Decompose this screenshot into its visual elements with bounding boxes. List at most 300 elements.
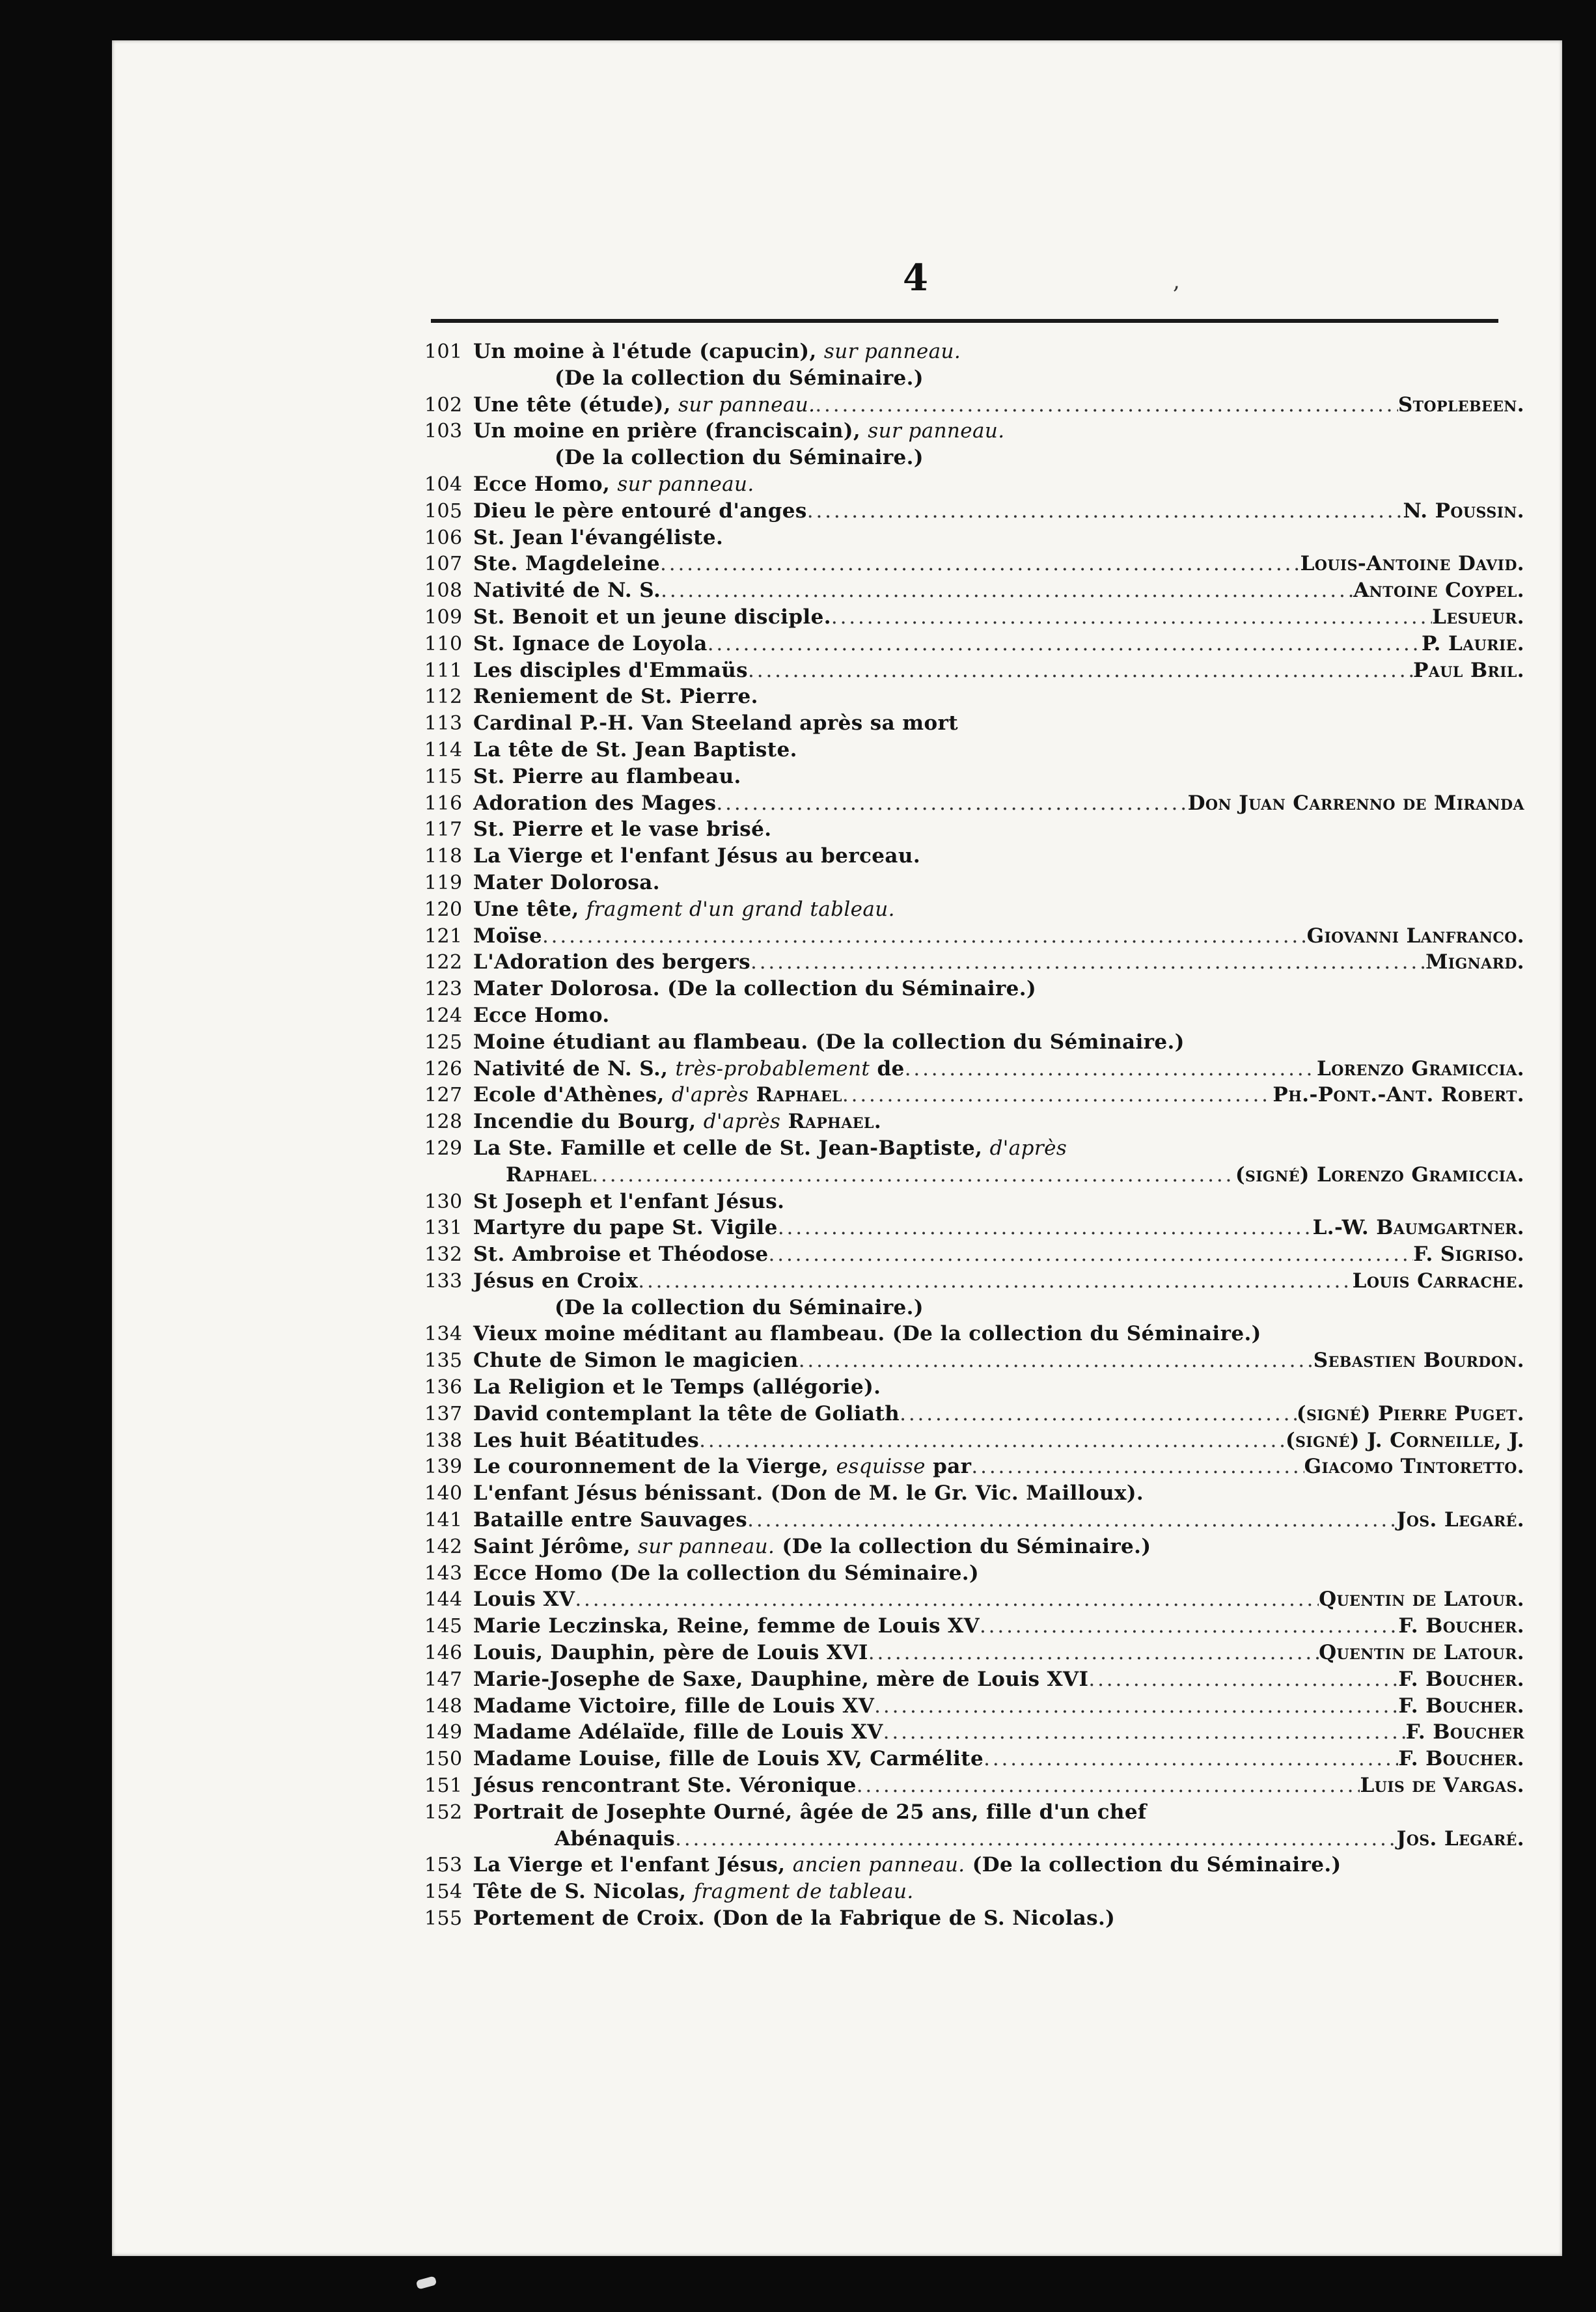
- catalog-entry: [424, 1535, 1524, 1562]
- entry-note: très-probablement: [675, 1056, 870, 1080]
- catalog-entry: [424, 1614, 1524, 1641]
- entry-title-suffix: de: [877, 1056, 905, 1080]
- entry-note: sur panneau.: [638, 1534, 775, 1558]
- entry-number: 148: [424, 1694, 463, 1718]
- catalog-entry: [424, 1136, 1524, 1163]
- entry-title: [473, 1190, 784, 1213]
- entry-title: [473, 1508, 747, 1532]
- entry-title: [473, 1481, 1144, 1505]
- catalog-entry: [424, 1322, 1524, 1349]
- entry-title: [473, 977, 1036, 1000]
- catalog-entry: [424, 340, 1524, 366]
- entry-title: [473, 924, 542, 948]
- entry-title-text: Ecole d'Athènes,: [473, 1083, 665, 1107]
- entry-number: 101: [424, 340, 463, 363]
- entry-title-text: Mater Dolorosa. (De la collection du Séminaire.): [473, 977, 1037, 1001]
- entry-artist: Paul Bril.: [1413, 658, 1524, 682]
- entry-title-text: Les disciples d'Emmaüs: [473, 658, 749, 682]
- catalog-entry: [424, 977, 1524, 1004]
- entry-title: [473, 1800, 1147, 1824]
- catalog-entry: [424, 898, 1524, 924]
- entry-title-text: Portement de Croix. (Don de la Fabrique de S. Nicolas.): [473, 1906, 1116, 1931]
- catalog-entry: [424, 1057, 1524, 1084]
- entry-title: [473, 632, 708, 655]
- entry-number: 125: [424, 1030, 463, 1054]
- entry-number: 144: [424, 1588, 463, 1612]
- entry-number: 118: [424, 845, 463, 868]
- entry-artist: Louis-Antoine David.: [1300, 552, 1524, 576]
- entry-number: 114: [424, 738, 463, 762]
- entry-title: [473, 1694, 874, 1718]
- entry-artist: F. Boucher: [1405, 1720, 1524, 1744]
- dot-leader: [699, 1429, 1286, 1452]
- dot-leader: [542, 924, 1307, 948]
- entry-title-text: La Religion et le Temps (allégorie).: [473, 1375, 881, 1399]
- dot-leader: [638, 1269, 1352, 1293]
- entry-title-text: L'enfant Jésus bénissant. (Don de M. le Gr. Vic. Mailloux).: [473, 1481, 1144, 1506]
- entry-artist: F. Boucher.: [1398, 1614, 1524, 1638]
- entry-artist: Giovanni Lanfranco.: [1306, 924, 1524, 948]
- entry-title-text: Tête de S. Nicolas,: [473, 1880, 687, 1904]
- catalog-entry: [424, 1429, 1524, 1455]
- entry-title-text: Martyre du pape St. Vigile: [473, 1216, 778, 1240]
- entry-number: 120: [424, 898, 463, 921]
- entry-title-suffix: par: [933, 1455, 972, 1479]
- entry-artist: Lesueur.: [1432, 605, 1524, 629]
- entry-title-text: Vieux moine méditant au flambeau. (De la collection du Séminaire.): [473, 1322, 1261, 1346]
- catalog-continuation: [424, 1296, 1524, 1323]
- entry-title-text: Portrait de Josephte Ourné, âgée de 25 ans, fille d'un chef: [473, 1800, 1147, 1824]
- entry-title: [473, 1057, 905, 1080]
- entry-artist: P. Laurie.: [1422, 631, 1524, 655]
- entry-title-text: Le couronnement de la Vierge,: [473, 1455, 829, 1479]
- entry-number: 128: [424, 1110, 463, 1134]
- catalog-entry: [424, 1641, 1524, 1668]
- entry-artist: F. Boucher.: [1398, 1694, 1524, 1718]
- entry-title-text: Moine étudiant au flambeau. (De la collection du Séminaire.): [473, 1030, 1185, 1054]
- entry-title-text: Adoration des Mages: [473, 791, 717, 815]
- entry-title-text: Madame Victoire, fille de Louis XV: [473, 1694, 875, 1718]
- catalog-entry: [424, 1694, 1524, 1721]
- entry-title: [473, 711, 958, 735]
- entry-number: 107: [424, 553, 463, 576]
- entry-title-text: L'Adoration des bergers: [473, 950, 750, 974]
- entry-title-text: Jésus rencontrant Ste. Véronique: [473, 1774, 857, 1798]
- entry-title-text: St. Benoit et un jeune disciple.: [473, 605, 831, 629]
- entry-title: [473, 340, 961, 363]
- dot-leader: [750, 950, 1425, 974]
- entry-number: 102: [424, 393, 463, 417]
- entry-number: 146: [424, 1642, 463, 1665]
- entry-number: 121: [424, 924, 463, 948]
- catalog-entry: [424, 1455, 1524, 1481]
- entry-title: [473, 1269, 638, 1293]
- catalog-entry: [424, 499, 1524, 526]
- entry-title-text: Une tête,: [473, 897, 579, 921]
- entry-title: [473, 1774, 857, 1797]
- catalog-entry: [424, 526, 1524, 553]
- entry-note: sur panneau.: [868, 419, 1005, 443]
- entry-title-text: Nativité de N. S.,: [473, 1056, 668, 1080]
- entry-artist: F. Boucher.: [1398, 1747, 1524, 1771]
- entry-title-suffix: (De la collection du Séminaire.): [972, 1853, 1341, 1877]
- dot-leader: [708, 632, 1422, 655]
- entry-title-text: Louis XV: [473, 1588, 575, 1612]
- entry-number: 131: [424, 1217, 463, 1240]
- entry-artist: Jos. Legaré.: [1396, 1826, 1524, 1851]
- scan-artifact: [416, 2276, 437, 2289]
- entry-title: [473, 818, 771, 841]
- entry-title: [473, 1535, 1151, 1558]
- catalog-entry: [424, 1481, 1524, 1508]
- entry-number: 151: [424, 1774, 463, 1798]
- entry-number: 145: [424, 1615, 463, 1638]
- catalog-entry: [424, 1402, 1524, 1429]
- dot-leader: [874, 1694, 1398, 1718]
- entry-title: [473, 1588, 575, 1611]
- catalog-entry: [424, 1083, 1524, 1110]
- entry-number: 150: [424, 1748, 463, 1771]
- dot-leader: [807, 499, 1403, 523]
- entry-title: [473, 1747, 984, 1770]
- entry-title-text: Un moine en prière (franciscain),: [473, 419, 861, 443]
- entry-number: 138: [424, 1429, 463, 1452]
- catalog-continuation: [424, 1163, 1524, 1190]
- entry-title-text: Ste. Magdeleine: [473, 552, 661, 576]
- catalog-entry: [424, 473, 1524, 499]
- entry-number: 123: [424, 978, 463, 1001]
- dot-leader: [575, 1588, 1319, 1611]
- entry-number: 105: [424, 499, 463, 523]
- entry-artist: (signé) Pierre Puget.: [1296, 1401, 1524, 1425]
- entry-artist: Giacomo Tintoretto.: [1304, 1455, 1524, 1479]
- entry-title: [473, 1455, 971, 1478]
- entry-number: 147: [424, 1668, 463, 1691]
- entry-artist: Louis Carrache.: [1352, 1269, 1524, 1293]
- entry-title-text: Bataille entre Sauvages: [473, 1508, 748, 1532]
- catalog-entry: [424, 1030, 1524, 1057]
- dot-leader: [883, 1720, 1406, 1744]
- dot-leader: [905, 1057, 1317, 1080]
- entry-title-text: Incendie du Bourg,: [473, 1110, 696, 1134]
- dot-leader: [769, 1243, 1414, 1266]
- entry-title-text: Louis, Dauphin, père de Louis XVI: [473, 1641, 868, 1665]
- entry-title-text: Jésus en Croix: [473, 1269, 639, 1293]
- dot-leader: [868, 1641, 1319, 1664]
- entry-title: [473, 393, 815, 417]
- document-page: [112, 40, 1562, 2256]
- entry-artist: (signé) Lorenzo Gramiccia.: [1235, 1163, 1524, 1187]
- entry-number: 130: [424, 1190, 463, 1213]
- entry-title-text: Nativité de N. S.: [473, 579, 661, 603]
- entry-number: 119: [424, 871, 463, 894]
- dot-leader: [661, 579, 1353, 602]
- entry-title: [473, 1614, 980, 1638]
- entry-title-text: La Vierge et l'enfant Jésus,: [473, 1853, 786, 1877]
- entry-title: [473, 791, 716, 815]
- catalog-entry: [424, 950, 1524, 977]
- catalog-entry: [424, 1004, 1524, 1030]
- entry-title-text: Saint Jérôme,: [473, 1534, 631, 1558]
- entry-title: [473, 844, 920, 868]
- catalog-entry: [424, 685, 1524, 711]
- catalog-entry: [424, 1747, 1524, 1774]
- entry-note: sur panneau.: [823, 340, 961, 363]
- catalog-entry: [424, 1668, 1524, 1694]
- entry-title-text: St. Ignace de Loyola: [473, 631, 708, 655]
- entry-artist: Ph.-Pont.-Ant. Robert.: [1273, 1083, 1524, 1107]
- entry-title: [473, 950, 750, 974]
- entry-note: d'après: [989, 1136, 1067, 1160]
- entry-title: [473, 659, 748, 682]
- entry-number: 153: [424, 1854, 463, 1877]
- catalog-entry: [424, 1190, 1524, 1217]
- header-rule: [431, 319, 1498, 323]
- entry-title: [473, 1349, 799, 1372]
- catalog-continuation: [424, 366, 1524, 393]
- entry-title: [473, 1030, 1185, 1054]
- catalog-entry: [424, 1588, 1524, 1614]
- catalog-entry: [424, 1880, 1524, 1906]
- entry-continuation-text: Abénaquis: [555, 1826, 676, 1851]
- entry-title-text: Ecce Homo,: [473, 472, 611, 496]
- entry-artist: Mignard.: [1425, 950, 1524, 974]
- entry-title-text: St Joseph et l'enfant Jésus.: [473, 1189, 785, 1213]
- entry-note: d'après: [671, 1083, 749, 1107]
- entry-number: 106: [424, 526, 463, 549]
- entry-title: [473, 898, 895, 921]
- catalog-entry: [424, 1243, 1524, 1269]
- entry-number: 140: [424, 1482, 463, 1506]
- dot-leader: [716, 791, 1187, 815]
- entry-title-suffix: (De la collection du Séminaire.): [782, 1534, 1151, 1558]
- entry-title-text: Madame Adélaïde, fille de Louis XV: [473, 1720, 883, 1744]
- entry-title-text: Marie Leczinska, Reine, femme de Louis XV: [473, 1614, 980, 1638]
- entry-title-text: St. Pierre au flambeau.: [473, 764, 741, 788]
- entry-title: [473, 499, 807, 523]
- entry-title-text: Moïse: [473, 924, 542, 948]
- catalog-entry: [424, 1375, 1524, 1402]
- catalog-entry: [424, 738, 1524, 765]
- dot-leader: [842, 1083, 1273, 1107]
- catalog-entry: [424, 1906, 1524, 1933]
- entry-title-text: St. Pierre et le vase brisé.: [473, 818, 772, 842]
- entry-artist: Luis de Vargas.: [1360, 1774, 1524, 1798]
- entry-title: [473, 1216, 778, 1239]
- catalog-entry: [424, 1853, 1524, 1880]
- entry-title-text: Un moine à l'étude (capucin),: [473, 340, 817, 363]
- entry-number: 126: [424, 1057, 463, 1080]
- entry-title-text: Marie-Josephe de Saxe, Dauphine, mère de Louis XVI: [473, 1667, 1089, 1691]
- page-number: 4: [903, 256, 928, 299]
- entry-title: [473, 1004, 610, 1027]
- entry-title-text: Une tête (étude),: [473, 392, 671, 417]
- dot-leader: [900, 1402, 1297, 1425]
- stray-mark: ,: [1173, 268, 1180, 294]
- entry-artist: N. Poussin.: [1403, 499, 1524, 523]
- entry-number: 129: [424, 1136, 463, 1160]
- catalog-entry: [424, 659, 1524, 685]
- catalog-entry: [424, 1800, 1524, 1827]
- entry-artist: F. Sigriso.: [1413, 1243, 1524, 1267]
- entry-title: [473, 685, 758, 708]
- entry-title-text: David contemplant la tête de Goliath: [473, 1401, 900, 1425]
- entry-number: 155: [424, 1907, 463, 1931]
- entry-artist: (signé) J. Corneille, J.: [1285, 1428, 1524, 1452]
- catalog-entry: [424, 1720, 1524, 1747]
- catalog-entry: [424, 419, 1524, 446]
- catalog-entry: [424, 924, 1524, 951]
- entry-number: 137: [424, 1402, 463, 1425]
- entry-number: 133: [424, 1269, 463, 1293]
- entry-number: 115: [424, 765, 463, 788]
- entry-title-text: Reniement de St. Pierre.: [473, 685, 758, 709]
- catalog-list: [424, 340, 1524, 1933]
- entry-title-text: Dieu le père entouré d'anges: [473, 499, 807, 523]
- dot-leader: [1088, 1668, 1398, 1691]
- entry-artist: Don Juan Carrenno de Miranda: [1187, 791, 1524, 815]
- catalog-entry: [424, 711, 1524, 738]
- entry-title: [473, 1322, 1261, 1345]
- entry-title: [473, 579, 661, 602]
- entry-number: 127: [424, 1084, 463, 1107]
- entry-number: 109: [424, 605, 463, 629]
- dot-leader: [857, 1774, 1360, 1797]
- catalog-entry: [424, 765, 1524, 791]
- entry-artist: Sebastien Bourdon.: [1313, 1349, 1524, 1373]
- entry-number: 108: [424, 579, 463, 603]
- entry-number: 122: [424, 951, 463, 974]
- entry-title: [473, 1906, 1115, 1930]
- dot-leader: [799, 1349, 1314, 1372]
- entry-note: esquisse: [836, 1455, 926, 1479]
- entry-title: [473, 1429, 699, 1452]
- catalog-entry: [424, 871, 1524, 898]
- entry-continuation-text: (De la collection du Séminaire.): [555, 446, 924, 470]
- entry-title: [473, 552, 660, 575]
- entry-number: 135: [424, 1349, 463, 1373]
- catalog-entry: [424, 1110, 1524, 1136]
- dot-leader: [748, 659, 1413, 682]
- entry-title: [473, 1641, 868, 1664]
- entry-title: [473, 1720, 883, 1744]
- entry-title: [473, 1853, 1341, 1877]
- entry-number: 117: [424, 818, 463, 842]
- entry-continuation-text: Raphael: [506, 1163, 592, 1187]
- entry-title-text: Les huit Béatitudes: [473, 1428, 700, 1452]
- entry-note: d'après: [703, 1110, 781, 1134]
- entry-number: 142: [424, 1535, 463, 1558]
- entry-title: [473, 526, 723, 549]
- dot-leader: [971, 1455, 1304, 1478]
- entry-title-suffix: Raphael.: [788, 1110, 882, 1134]
- entry-artist: Antoine Coypel.: [1353, 579, 1524, 603]
- catalog-entry: [424, 632, 1524, 659]
- entry-number: 139: [424, 1455, 463, 1479]
- entry-title-text: Mater Dolorosa.: [473, 870, 660, 894]
- entry-title: [473, 473, 754, 496]
- entry-number: 110: [424, 632, 463, 655]
- entry-artist: Stoplebeen.: [1397, 392, 1524, 417]
- entry-title-suffix: Raphael: [756, 1083, 842, 1107]
- entry-number: 112: [424, 685, 463, 709]
- entry-title: [473, 1136, 1067, 1160]
- catalog-entry: [424, 1269, 1524, 1296]
- entry-title-text: La Vierge et l'enfant Jésus au berceau.: [473, 844, 921, 868]
- entry-number: 134: [424, 1323, 463, 1346]
- entry-number: 143: [424, 1562, 463, 1585]
- catalog-entry: [424, 844, 1524, 871]
- entry-number: 154: [424, 1880, 463, 1904]
- catalog-entry: [424, 1508, 1524, 1535]
- entry-number: 141: [424, 1509, 463, 1532]
- entry-artist: Jos. Legaré.: [1396, 1508, 1524, 1532]
- entry-continuation-text: (De la collection du Séminaire.): [555, 366, 924, 390]
- entry-title: [473, 1083, 842, 1107]
- catalog-entry: [424, 1562, 1524, 1588]
- entry-title: [473, 419, 1005, 443]
- entry-artist: Lorenzo Gramiccia.: [1317, 1056, 1524, 1080]
- dot-leader: [815, 393, 1398, 417]
- dot-leader: [660, 552, 1300, 575]
- catalog-continuation: [424, 446, 1524, 473]
- catalog-entry: [424, 579, 1524, 605]
- entry-artist: Quentin de Latour.: [1319, 1641, 1524, 1665]
- catalog-entry: [424, 552, 1524, 579]
- entry-title-text: Cardinal P.-H. Van Steeland après sa mort: [473, 711, 959, 736]
- entry-artist: F. Boucher.: [1398, 1667, 1524, 1691]
- entry-title: [473, 738, 797, 762]
- entry-number: 103: [424, 420, 463, 443]
- dot-leader: [675, 1827, 1397, 1851]
- entry-number: 132: [424, 1243, 463, 1267]
- entry-title-text: Madame Louise, fille de Louis XV, Carmélite: [473, 1747, 984, 1771]
- entry-note: fragment d'un grand tableau.: [586, 897, 895, 921]
- entry-title: [473, 1668, 1088, 1691]
- entry-title: [473, 1110, 881, 1133]
- entry-title: [473, 1243, 769, 1266]
- entry-title: [473, 1402, 900, 1425]
- entry-title-text: La Ste. Famille et celle de St. Jean-Baptiste,: [473, 1136, 983, 1160]
- entry-title-text: Ecce Homo (De la collection du Séminaire.): [473, 1561, 980, 1585]
- entry-title: [473, 1375, 881, 1399]
- dot-leader: [778, 1216, 1313, 1239]
- entry-number: 136: [424, 1376, 463, 1399]
- entry-number: 124: [424, 1004, 463, 1027]
- dot-leader: [592, 1163, 1235, 1187]
- entry-number: 149: [424, 1721, 463, 1744]
- catalog-entry: [424, 1774, 1524, 1800]
- entry-note: ancien panneau.: [792, 1853, 965, 1877]
- catalog-entry: [424, 1216, 1524, 1243]
- catalog-entry: [424, 818, 1524, 844]
- entry-artist: Quentin de Latour.: [1319, 1588, 1524, 1612]
- catalog-continuation: [424, 1827, 1524, 1854]
- catalog-entry: [424, 393, 1524, 420]
- entry-number: 111: [424, 659, 463, 682]
- catalog-entry: [424, 605, 1524, 632]
- dot-leader: [747, 1508, 1396, 1532]
- entry-number: 152: [424, 1800, 463, 1824]
- catalog-entry: [424, 791, 1524, 818]
- entry-number: 113: [424, 712, 463, 736]
- entry-title-text: St. Jean l'évangéliste.: [473, 525, 724, 549]
- entry-title-text: Chute de Simon le magicien: [473, 1349, 799, 1373]
- entry-note: sur panneau.: [617, 472, 754, 496]
- entry-artist: L.-W. Baumgartner.: [1312, 1216, 1524, 1240]
- entry-title: [473, 765, 741, 788]
- entry-number: 104: [424, 473, 463, 496]
